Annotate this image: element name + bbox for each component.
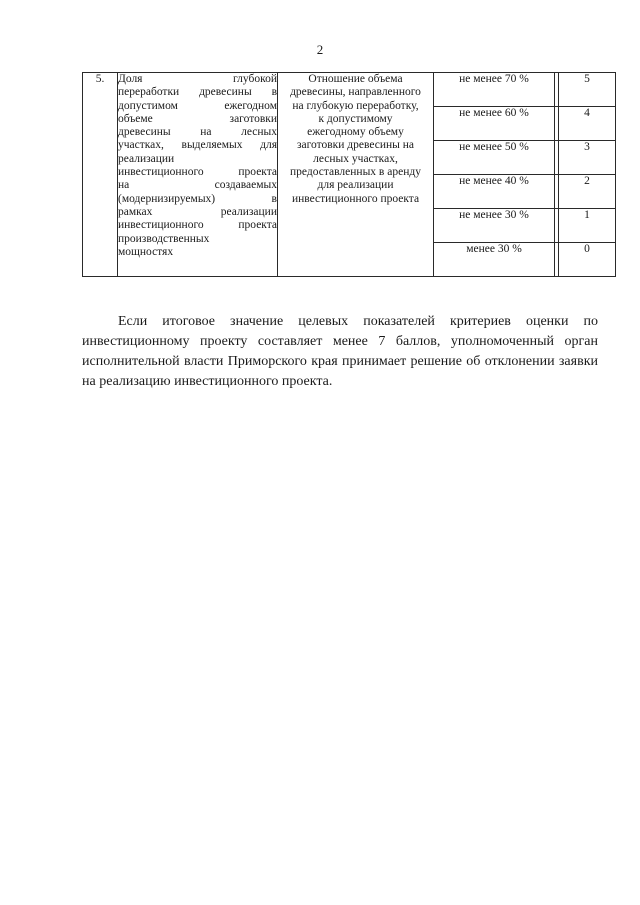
criterion-line: рамках реализации	[118, 205, 277, 218]
threshold-points: 0	[559, 243, 616, 277]
indicator-line: ежегодному объему	[307, 126, 404, 139]
conclusion-paragraph: Если итоговое значение целевых показателей критериев оценки по инвестиционному проекту составляет менее 7 баллов, уполномоченный орган исполнительной власти Приморского края принимает решение об отклонении заявки на реализацию инвестиционного проекта.	[82, 314, 598, 389]
indicator-line: предоставленных в аренду	[290, 166, 421, 179]
indicator-line: древесины, направленного	[290, 86, 421, 99]
threshold-points: 1	[559, 209, 616, 243]
criterion-line: производственных	[118, 232, 210, 245]
indicator-line: лесных участках,	[313, 152, 398, 165]
threshold-value: не менее 30 %	[434, 209, 555, 243]
criterion-line: участках, выделяемых для	[118, 139, 277, 152]
criterion-line: (модернизируемых) в	[118, 192, 277, 205]
threshold-value: менее 30 %	[434, 243, 555, 277]
threshold-value: не менее 40 %	[434, 175, 555, 209]
criterion-line: инвестиционного проекта	[118, 219, 277, 232]
indicator-line: к допустимому	[318, 112, 393, 125]
criterion-line: допустимом ежегодном	[118, 99, 277, 112]
threshold-points: 2	[559, 175, 616, 209]
threshold-value: не менее 50 %	[434, 141, 555, 175]
criterion-line: на создаваемых	[118, 179, 277, 192]
criterion-name	[118, 73, 278, 277]
row-number: 5.	[83, 73, 118, 277]
table-row	[83, 73, 616, 107]
criterion-line: мощностях	[118, 245, 174, 258]
criterion-line: древесины на лесных	[118, 126, 277, 139]
indicator-line: на глубокую переработку,	[292, 99, 419, 112]
criterion-line: Доля глубокой	[118, 73, 277, 85]
criterion-line: инвестиционного проекта	[118, 166, 277, 179]
page-number: 2	[316, 42, 324, 57]
criterion-line: переработки древесины в	[118, 86, 277, 99]
indicator-line: Отношение объема	[308, 73, 403, 85]
indicator-description	[278, 73, 434, 277]
indicator-line: инвестиционного проекта	[291, 192, 420, 205]
threshold-value: не менее 70 %	[434, 73, 555, 107]
threshold-points: 4	[559, 107, 616, 141]
threshold-value: не менее 60 %	[434, 107, 555, 141]
threshold-points: 5	[559, 73, 616, 107]
threshold-points: 3	[559, 141, 616, 175]
criteria-table	[82, 72, 616, 277]
indicator-line: для реализации	[317, 179, 394, 192]
criterion-line: реализации	[118, 152, 175, 165]
criterion-line: объеме заготовки	[118, 112, 277, 125]
indicator-line: заготовки древесины на	[296, 139, 415, 152]
